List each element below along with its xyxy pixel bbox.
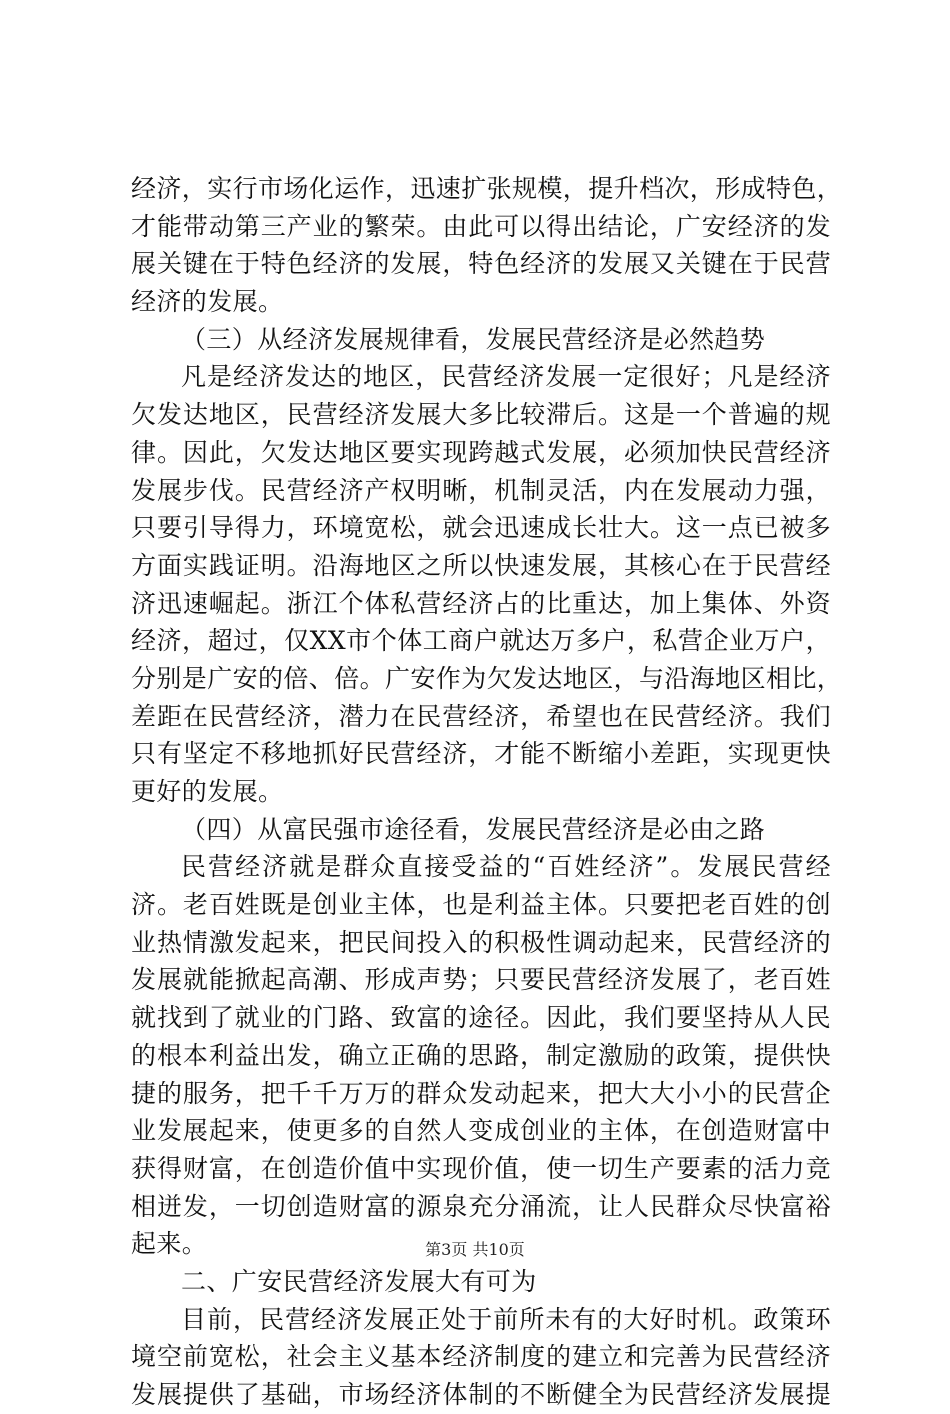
text-line: 发展步伐。民营经济产权明晰，机制灵活，内在发展动力强， <box>131 475 831 505</box>
text-line: 方面实践证明。沿海地区之所以快速发展，其核心在于民营经 <box>131 550 831 580</box>
text-line: 济迅速崛起。浙江个体私营经济占的比重达，加上集体、外资 <box>131 588 831 618</box>
text-line: 经济的发展。 <box>131 287 284 317</box>
text-line: 捷的服务，把千千万万的群众发动起来，把大大小小的民营企 <box>131 1078 831 1108</box>
text-line: 发展提供了基础，市场经济体制的不断健全为民营经济发展提 <box>131 1380 831 1409</box>
text-line: 目前，民营经济发展正处于前所未有的大好时机。政策环 <box>181 1304 831 1334</box>
text-line: 民营经济就是群众直接受益的“百姓经济”。发展民营经 <box>181 852 831 882</box>
text-line: 欠发达地区，民营经济发展大多比较滞后。这是一个普遍的规 <box>131 400 831 430</box>
document-body <box>131 170 843 1414</box>
text-line: 就找到了就业的门路、致富的途径。因此，我们要坚持从人民 <box>131 1003 831 1033</box>
text-line: 二、广安民营经济发展大有可为 <box>181 1266 537 1296</box>
text-line: 的根本利益出发，确立正确的思路，制定激励的政策，提供快 <box>131 1040 831 1070</box>
text-line: 经济，超过，仅XX市个体工商户就达万多户，私营企业万户， <box>131 626 831 656</box>
text-line: （四）从富民强市途径看，发展民营经济是必由之路 <box>181 814 766 844</box>
text-line: 获得财富，在创造价值中实现价值，使一切生产要素的活力竞 <box>131 1153 831 1183</box>
text-line: 差距在民营经济，潜力在民营经济，希望也在民营经济。我们 <box>131 701 831 731</box>
page-footer: 第3页 共10页 <box>425 1240 525 1259</box>
text-line: 发展就能掀起高潮、形成声势；只要民营经济发展了，老百姓 <box>131 965 831 995</box>
text-line: 只有坚定不移地抓好民营经济，才能不断缩小差距，实现更快 <box>131 739 831 769</box>
text-line: 只要引导得力，环境宽松，就会迅速成长壮大。这一点已被多 <box>131 513 831 543</box>
text-line: 才能带动第三产业的繁荣。由此可以得出结论，广安经济的发 <box>131 211 831 241</box>
text-line: 起来。 <box>131 1229 208 1259</box>
text-line: 展关键在于特色经济的发展，特色经济的发展又关键在于民营 <box>131 249 831 279</box>
text-line: （三）从经济发展规律看，发展民营经济是必然趋势 <box>181 324 766 354</box>
text-line: 济。老百姓既是创业主体，也是利益主体。只要把老百姓的创 <box>131 890 831 920</box>
text-line: 相迸发，一切创造财富的源泉充分涌流，让人民群众尽快富裕 <box>131 1191 831 1221</box>
text-line: 境空前宽松，社会主义基本经济制度的建立和完善为民营经济 <box>131 1342 831 1372</box>
text-line: 凡是经济发达的地区，民营经济发展一定很好；凡是经济 <box>181 362 831 392</box>
text-line: 经济，实行市场化运作，迅速扩张规模，提升档次，形成特色， <box>131 174 843 203</box>
text-line: 业发展起来，使更多的自然人变成创业的主体，在创造财富中 <box>131 1116 831 1146</box>
text-line: 更好的发展。 <box>131 777 284 806</box>
text-line: 律。因此，欠发达地区要实现跨越式发展，必须加快民营经济 <box>131 437 831 467</box>
text-line: 业热情激发起来，把民间投入的积极性调动起来，民营经济的 <box>131 927 831 957</box>
text-line: 分别是广安的倍、倍。广安作为欠发达地区，与沿海地区相比， <box>131 663 843 693</box>
